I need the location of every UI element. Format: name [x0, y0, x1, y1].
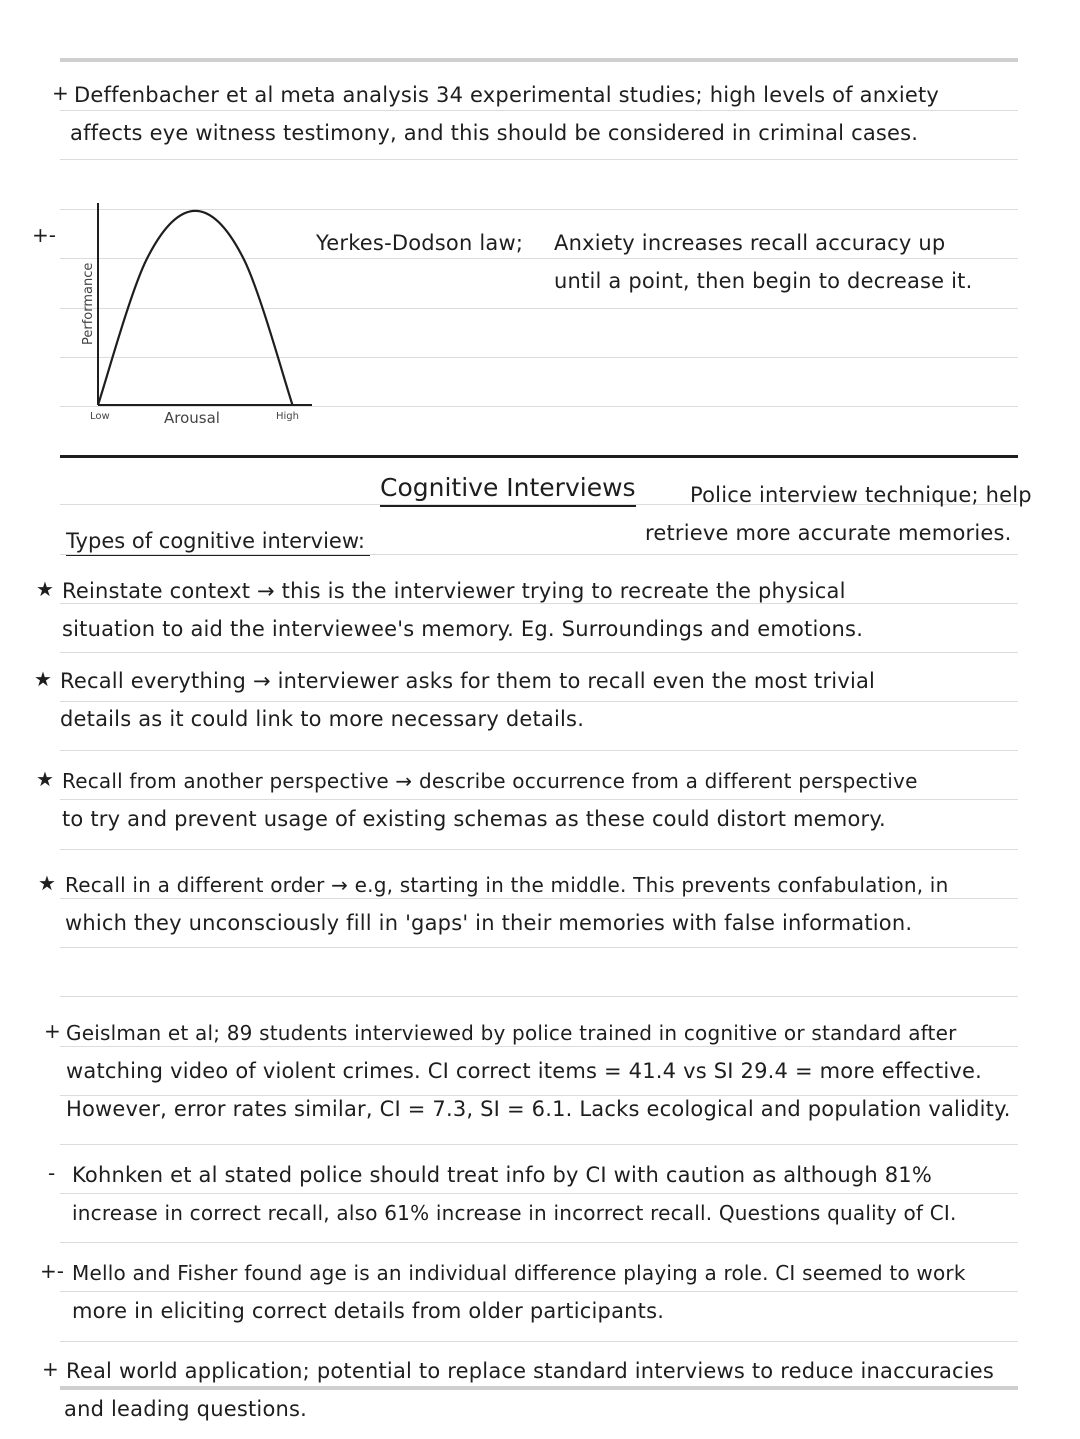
plus-minus-marker: +- — [32, 223, 56, 247]
page-rule — [60, 750, 1018, 751]
x-tick-low: Low — [90, 411, 110, 422]
eval-geislman-line-3: However, error rates similar, CI = 7.3, SI = 6.1. Lacks ecological and population validity. — [66, 1097, 1011, 1121]
x-tick-high: High — [276, 411, 299, 422]
definition-line-2: retrieve more accurate memories. — [645, 521, 1012, 545]
type-perspective-line-2: to try and prevent usage of existing schemas as these could distort memory. — [62, 807, 886, 831]
page-rule — [60, 58, 1018, 62]
type-reinstate-line-1: Reinstate context → this is the interviewer trying to recreate the physical — [62, 579, 846, 603]
page-rule — [60, 1291, 1018, 1292]
page-rule — [60, 1341, 1018, 1342]
page-rule — [60, 159, 1018, 160]
eval-geislman-line-2: watching video of violent crimes. CI correct items = 41.4 vs SI 29.4 = more effective. — [66, 1059, 982, 1083]
yerkes-law-label: Yerkes-Dodson law; — [316, 231, 524, 255]
type-everything-line-2: details as it could link to more necessary details. — [60, 707, 585, 731]
eval-geislman-line-1: Geislman et al; 89 students interviewed by police trained in cognitive or standard after — [66, 1021, 957, 1045]
type-everything-line-1: Recall everything → interviewer asks for them to recall even the most trivial — [60, 669, 876, 693]
page-rule — [60, 1386, 1018, 1390]
star-marker: ★ — [34, 667, 52, 691]
plus-marker: + — [42, 1357, 59, 1381]
type-order-line-2: which they unconsciously fill in 'gaps' in their memories with false information. — [65, 911, 913, 935]
y-axis-label: Performance — [81, 262, 96, 345]
eval-application-line-2: and leading questions. — [64, 1397, 308, 1421]
eval-application-line-1: Real world application; potential to replace standard interviews to reduce inaccuracies — [66, 1359, 995, 1383]
section-title: Cognitive Interviews — [380, 473, 636, 507]
plus-minus-marker: +- — [40, 1259, 64, 1283]
page-rule — [60, 1193, 1018, 1194]
page-rule — [60, 1144, 1018, 1145]
type-reinstate-line-2: situation to aid the interviewee's memory. Eg. Surroundings and emotions. — [62, 617, 864, 641]
type-perspective-line-1: Recall from another perspective → describe occurrence from a different perspective — [62, 769, 918, 793]
x-axis-label: Arousal — [164, 409, 220, 427]
type-order-line-1: Recall in a different order → e.g, starting in the middle. This prevents confabulation, in — [65, 873, 949, 897]
minus-marker: - — [48, 1161, 56, 1185]
eval-kohnken-line-2: increase in correct recall, also 61% increase in incorrect recall. Questions quality of CI. — [72, 1201, 957, 1225]
eval-mello-line-2: more in eliciting correct details from older participants. — [72, 1299, 665, 1323]
yerkes-description-line-2: until a point, then begin to decrease it. — [554, 269, 973, 293]
performance-curve — [98, 211, 293, 405]
page-rule — [60, 799, 1018, 800]
intro-line-2: affects eye witness testimony, and this should be considered in criminal cases. — [70, 121, 919, 145]
page-rule — [60, 701, 1018, 702]
page-rule — [60, 652, 1018, 653]
page-rule — [60, 996, 1018, 997]
section-divider — [60, 455, 1018, 458]
plus-marker: + — [44, 1019, 61, 1043]
intro-line-1: Deffenbacher et al meta analysis 34 experimental studies; high levels of anxiety — [74, 83, 940, 107]
star-marker: ★ — [38, 871, 56, 895]
star-marker: ★ — [36, 577, 54, 601]
page-rule — [60, 849, 1018, 850]
yerkes-description-line-1: Anxiety increases recall accuracy up — [554, 231, 946, 255]
eval-mello-line-1: Mello and Fisher found age is an individual difference playing a role. CI seemed to work — [72, 1261, 966, 1285]
plus-marker: + — [52, 81, 69, 105]
eval-kohnken-line-1: Kohnken et al stated police should treat info by CI with caution as although 81% — [72, 1163, 933, 1187]
star-marker: ★ — [36, 767, 54, 791]
page-rule — [60, 1242, 1018, 1243]
types-heading: Types of cognitive interview: — [66, 528, 370, 556]
yerkes-dodson-chart — [60, 195, 320, 435]
page-rule — [60, 1046, 1018, 1047]
page-rule — [60, 898, 1018, 899]
page-rule — [60, 947, 1018, 948]
page-rule — [60, 110, 1018, 111]
definition-line-1: Police interview technique; help — [690, 483, 1032, 507]
